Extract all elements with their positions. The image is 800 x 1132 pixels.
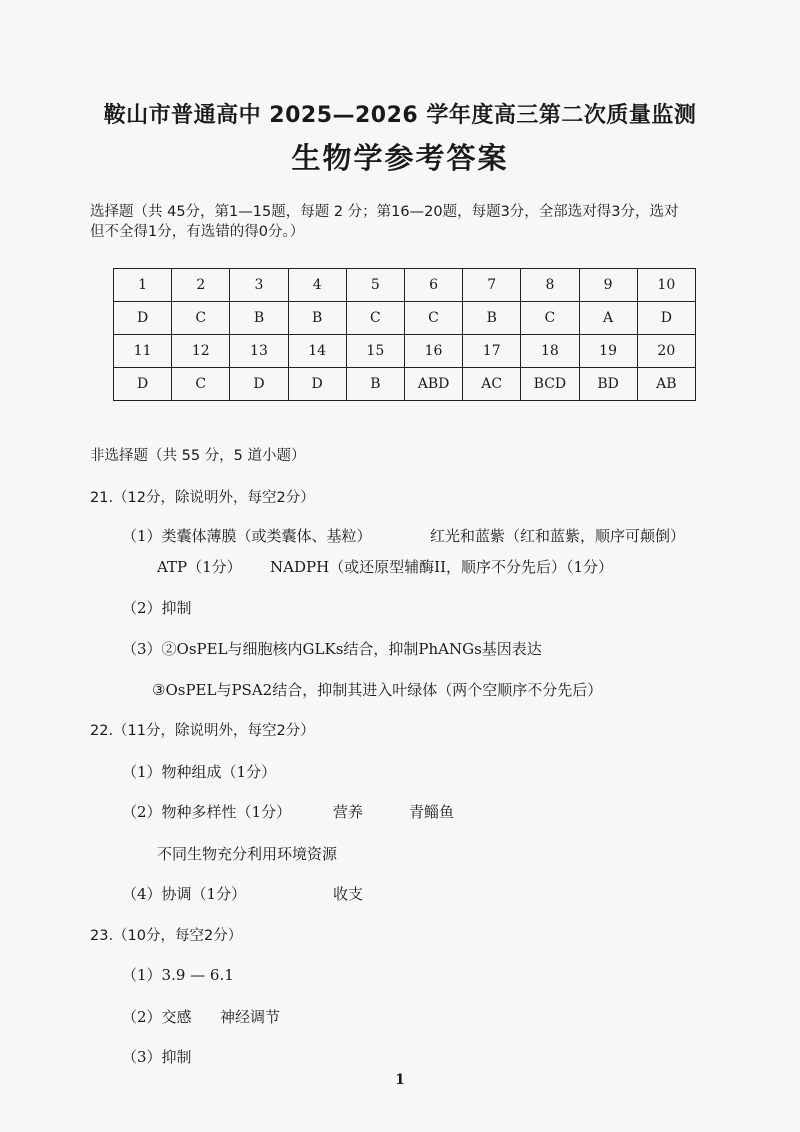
q23-part2-answer-a: （2）交感 [122, 1008, 192, 1026]
nonchoice-heading: 非选择题（共 55 分，5 道小题） [90, 448, 306, 464]
question-number-cell: 9 [579, 269, 637, 302]
choice-answer-table [113, 268, 696, 401]
answer-cell: C [172, 368, 230, 401]
question-number-cell: 18 [521, 335, 579, 368]
question-number-cell: 7 [463, 269, 521, 302]
answer-key-title: 生物学参考答案 [291, 141, 509, 175]
answer-row [114, 302, 696, 335]
answer-cell: A [579, 302, 637, 335]
q21-part1-answer-c: ATP（1分） [157, 558, 242, 576]
question-number-cell: 3 [230, 269, 288, 302]
question-number-cell: 1 [114, 269, 172, 302]
question-number-cell: 19 [579, 335, 637, 368]
q22-part2-answer-b: 营养 [333, 803, 364, 821]
q22-heading: 22.（11分，除说明外，每空2分） [90, 723, 315, 739]
question-number-row [114, 335, 696, 368]
q21-part1-answer-b: 红光和蓝紫（红和蓝紫，顺序可颠倒） [430, 527, 686, 545]
question-number-cell: 10 [637, 269, 695, 302]
answer-row [114, 368, 696, 401]
question-number-cell: 11 [114, 335, 172, 368]
q21-heading: 21.（12分，除说明外，每空2分） [90, 490, 315, 506]
q23-part1-answer: （1）3.9 — 6.1 [122, 966, 234, 984]
question-number-cell: 20 [637, 335, 695, 368]
question-number-row [114, 269, 696, 302]
exam-title: 鞍山市普通高中 2025—2026 学年度高三第二次质量监测 [103, 103, 697, 128]
question-number-cell: 5 [346, 269, 404, 302]
question-number-cell: 8 [521, 269, 579, 302]
answer-cell: D [288, 368, 346, 401]
answer-cell: C [404, 302, 462, 335]
choice-intro-line1: 选择题（共 45分，第1—15题，每题 2 分；第16—20题，每题3分，全部选对得3分，选对 [90, 204, 679, 220]
answer-cell: C [346, 302, 404, 335]
q23-part2-answer-b: 神经调节 [220, 1008, 281, 1026]
q22-part4-answer-b: 收支 [333, 885, 364, 903]
answer-cell: B [230, 302, 288, 335]
question-number-cell: 2 [172, 269, 230, 302]
page-number: 1 [395, 1072, 405, 1088]
answer-cell: B [346, 368, 404, 401]
q23-part3-answer: （3）抑制 [122, 1048, 192, 1066]
answer-cell: D [637, 302, 695, 335]
q22-part4-answer-a: （4）协调（1分） [122, 885, 247, 903]
q21-part3-answer-b: ③OsPEL与PSA2结合，抑制其进入叶绿体（两个空顺序不分先后） [152, 681, 603, 699]
q22-part2-answer-d: 不同生物充分利用环境资源 [157, 845, 338, 863]
question-number-cell: 12 [172, 335, 230, 368]
question-number-cell: 14 [288, 335, 346, 368]
q22-part2-answer-a: （2）物种多样性（1分） [122, 803, 292, 821]
q21-part3-answer-a: （3）②OsPEL与细胞核内GLKs结合，抑制PhANGs基因表达 [122, 640, 542, 658]
answer-cell: D [230, 368, 288, 401]
q22-part2-answer-c: 青鲻鱼 [409, 803, 455, 821]
question-number-cell: 13 [230, 335, 288, 368]
q21-part1-answer-d: NADPH（或还原型辅酶II，顺序不分先后）（1分） [270, 558, 614, 576]
question-number-cell: 16 [404, 335, 462, 368]
choice-intro-line2: 但不全得1分，有选错的得0分。） [90, 224, 305, 240]
q21-part1-answer-a: （1）类囊体薄膜（或类囊体、基粒） [122, 527, 372, 545]
answer-cell: BCD [521, 368, 579, 401]
question-number-cell: 17 [463, 335, 521, 368]
q23-heading: 23.（10分，每空2分） [90, 928, 243, 944]
question-number-cell: 15 [346, 335, 404, 368]
answer-cell: AC [463, 368, 521, 401]
q21-part2-answer: （2）抑制 [122, 599, 192, 617]
q22-part1-answer: （1）物种组成（1分） [122, 763, 277, 781]
answer-cell: C [172, 302, 230, 335]
answer-cell: ABD [404, 368, 462, 401]
answer-cell: BD [579, 368, 637, 401]
answer-cell: B [463, 302, 521, 335]
answer-cell: D [114, 368, 172, 401]
answer-cell: B [288, 302, 346, 335]
question-number-cell: 6 [404, 269, 462, 302]
question-number-cell: 4 [288, 269, 346, 302]
answer-cell: AB [637, 368, 695, 401]
answer-cell: D [114, 302, 172, 335]
answer-cell: C [521, 302, 579, 335]
